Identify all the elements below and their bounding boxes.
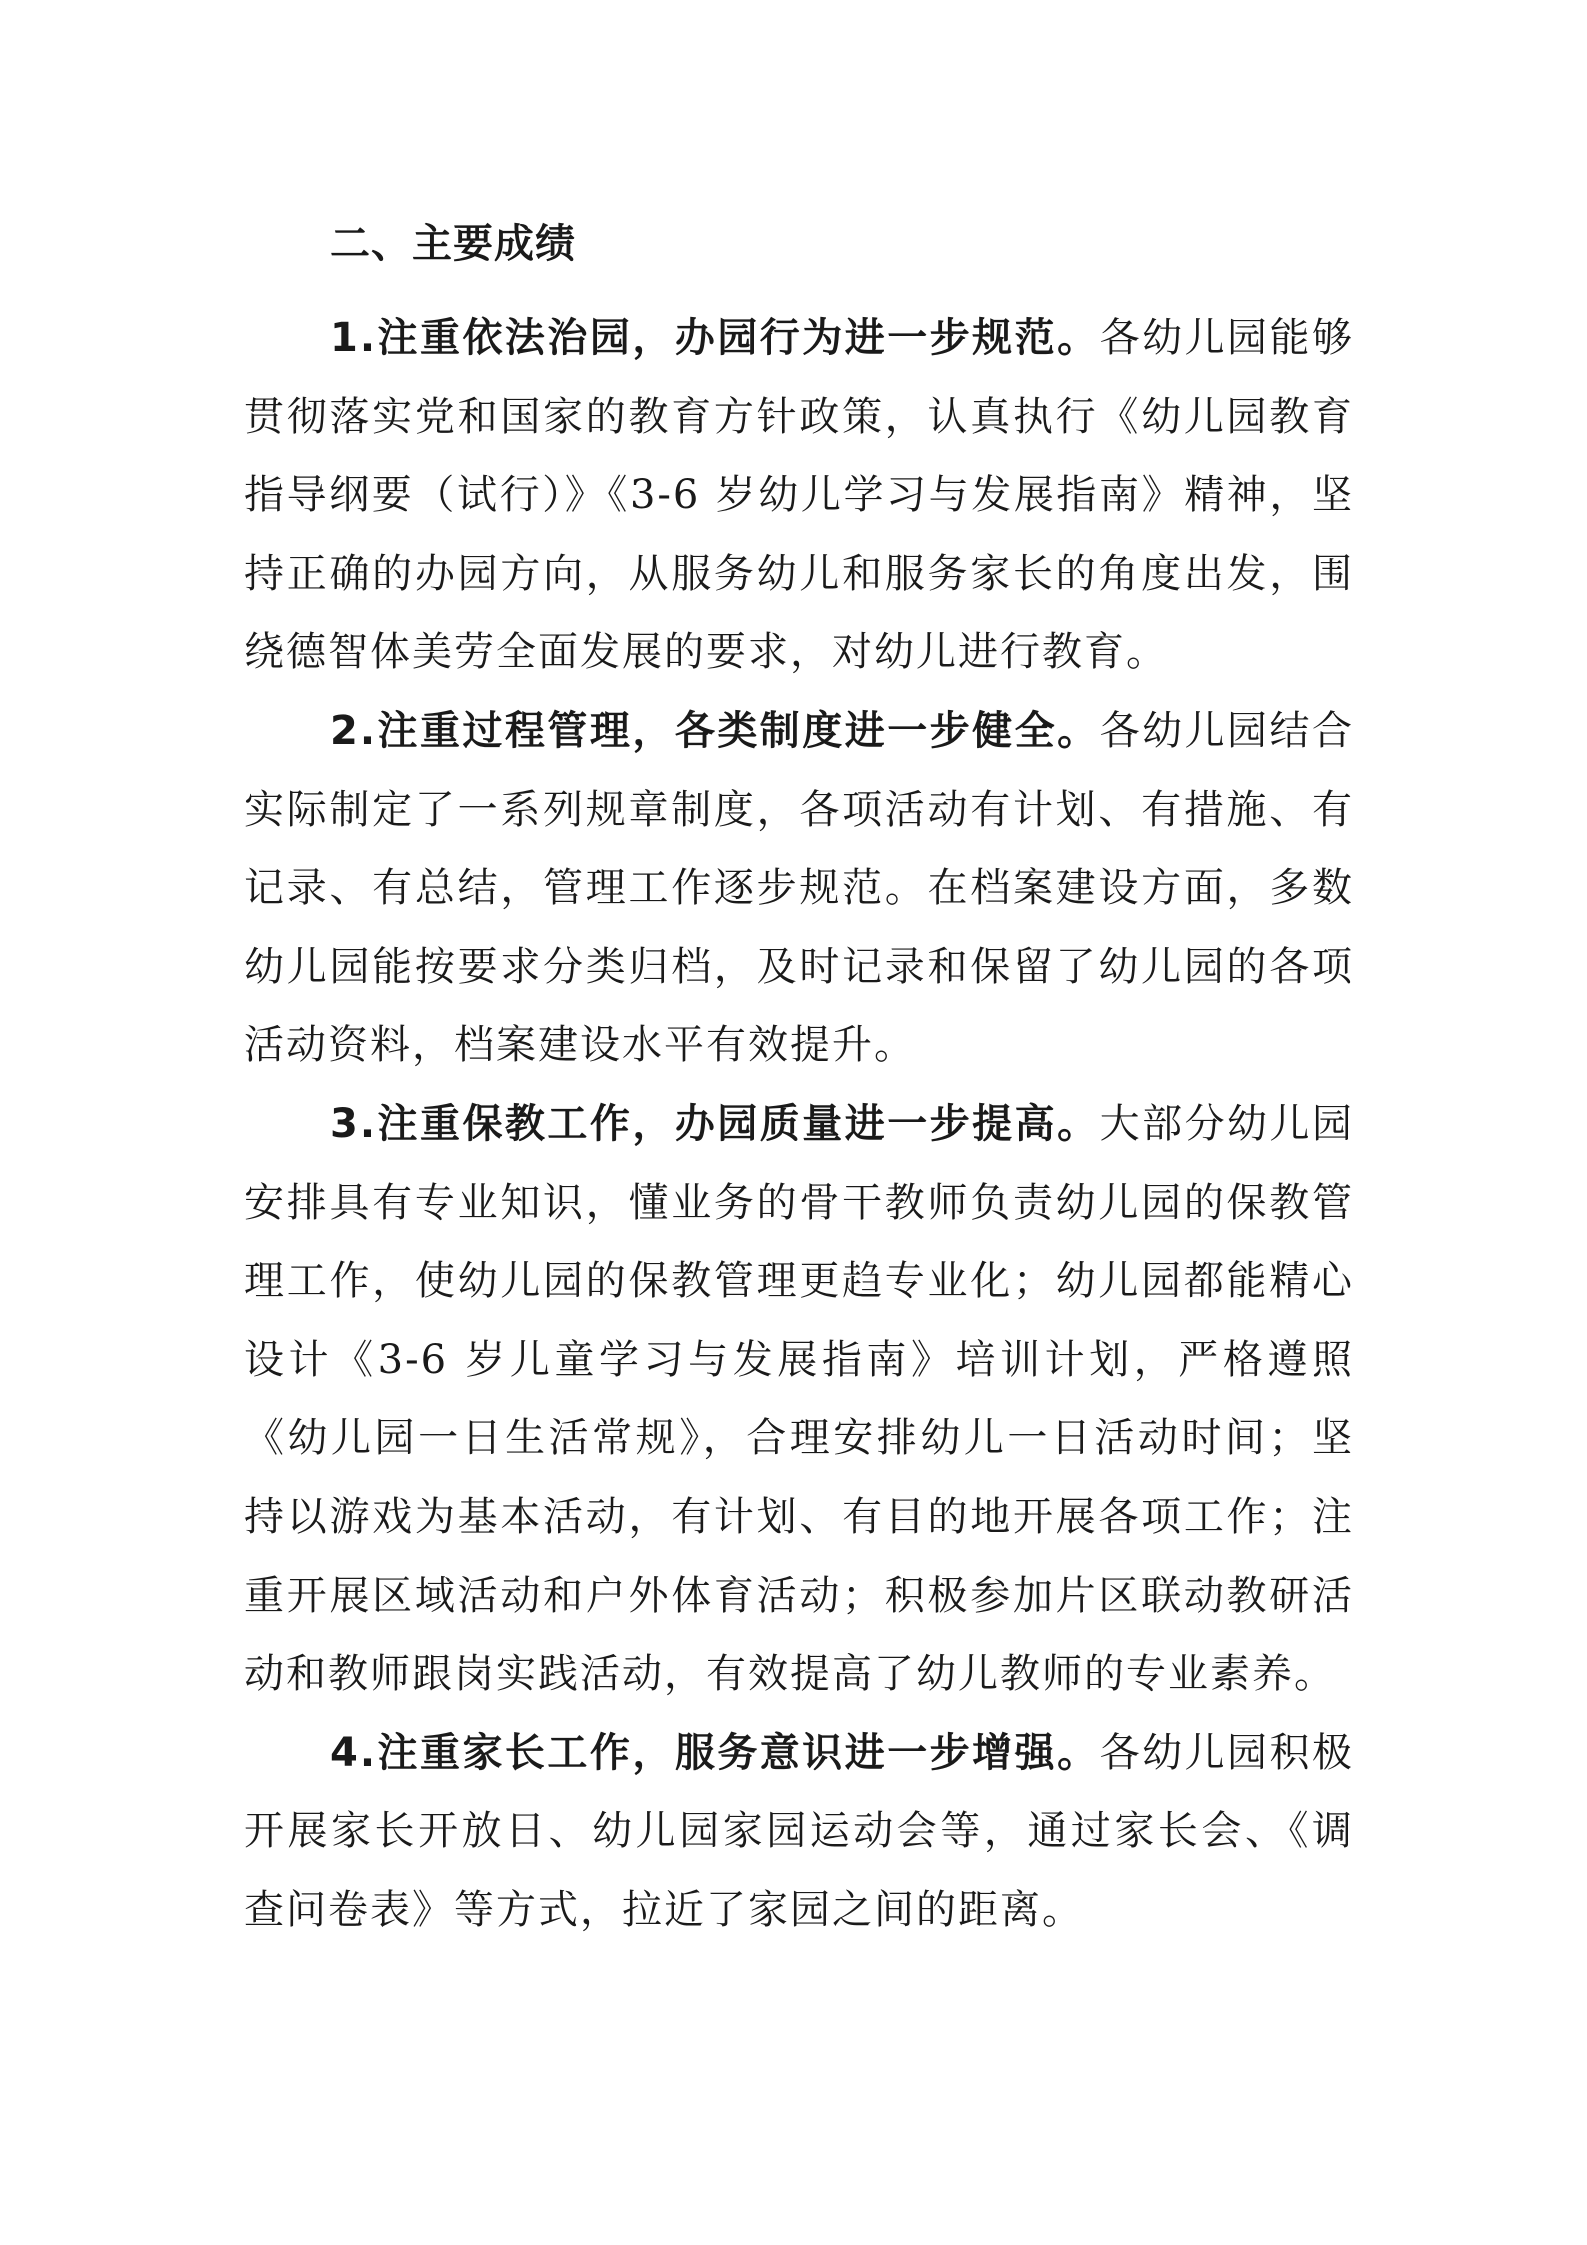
section-heading: 二、主要成绩	[330, 221, 576, 267]
paragraph-1	[244, 299, 1354, 692]
paragraph-2-lead: 2.注重过程管理，各类制度进一步健全。	[330, 707, 1100, 754]
paragraph-4-body: 各幼儿园积极开展家长开放日、幼儿园家园运动会等，通过家长会、《调查问卷表》等方式，拉近了家园之间的距离。	[244, 1729, 1355, 1933]
paragraph-1-body: 各幼儿园能够贯彻落实党和国家的教育方针政策，认真执行《幼儿园教育指导纲要（试行）》《3-6 岁幼儿学习与发展指南》精神，坚持正确的办园方向，从服务幼儿和服务家长的角度出发，围绕德智体美劳全面发展的要求，对幼儿进行教育。	[244, 315, 1355, 676]
paragraph-2	[244, 692, 1354, 1085]
paragraph-3-body: 大部分幼儿园安排具有专业知识，懂业务的骨干教师负责幼儿园的保教管理工作，使幼儿园的保教管理更趋专业化；幼儿园都能精心设计《3-6 岁儿童学习与发展指南》培训计划，严格遵照《幼儿园一日生活常规》，合理安排幼儿一日活动时间；坚持以游戏为基本活动，有计划、有目的地开展各项工作；注重开展区域活动和户外体育活动；积极参加片区联动教研活动和教师跟岗实践活动，有效提高了幼儿教师的专业素养。	[244, 1100, 1355, 1698]
paragraph-4	[244, 1714, 1354, 1950]
paragraph-1-lead: 1.注重依法治园，办园行为进一步规范。	[330, 315, 1100, 361]
paragraph-3-lead: 3.注重保教工作，办园质量进一步提高。	[330, 1100, 1100, 1147]
paragraph-3	[244, 1085, 1354, 1714]
paragraph-4-lead: 4.注重家长工作，服务意识进一步增强。	[330, 1729, 1100, 1776]
paragraph-2-body: 各幼儿园结合实际制定了一系列规章制度，各项活动有计划、有措施、有记录、有总结，管理工作逐步规范。在档案建设方面，多数幼儿园能按要求分类归档，及时记录和保留了幼儿园的各项活动资料，档案建设水平有效提升。	[244, 707, 1355, 1069]
document-page	[244, 205, 1354, 1949]
